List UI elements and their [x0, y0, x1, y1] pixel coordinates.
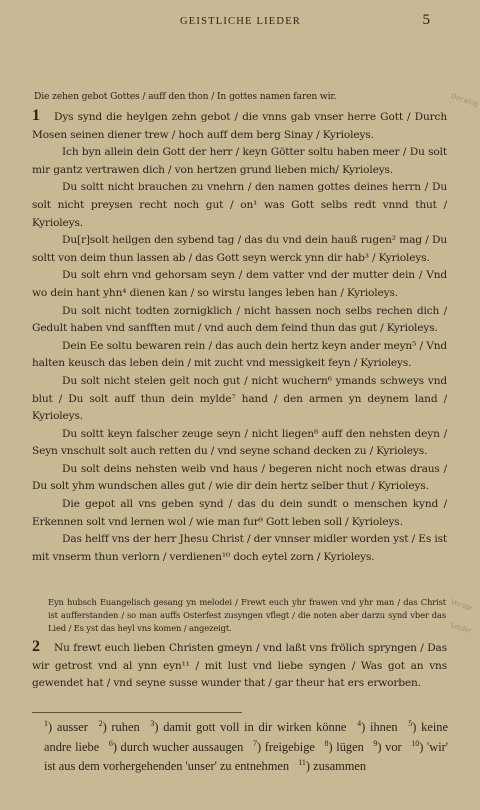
footnotes: [44, 716, 448, 775]
hymn2-text: [32, 638, 447, 693]
stanza: Du solt deins nehsten weib vnd haus / begeren nicht noch etwas draus / Du solt yhm wundschen alles gut / wie dir dein hertz selber thut / Kyrioleys.: [32, 462, 447, 493]
hymn-number: 1: [32, 107, 40, 124]
footnote: $^4$) ihnen: [357, 719, 398, 735]
footnote: $^{11}$) zusammen: [298, 758, 367, 774]
footnote: $^9$) vor: [373, 738, 402, 754]
hymn2-heading: Eyn hubsch Euangelisch gesang yn melodei / Frewt euch yhr frawen vnd yhr man / das Christ ist aufferstanden / so man auffs Osterfest zusyngen vflegt / die noten aber darzu synd vber das Lied / Es yst das heyl vns komen / angezeigt.: [48, 597, 446, 634]
stanza-text: Nu frewt euch lieben Christen gmeyn / vnd laßt vns frölich spryngen / Das wir getrost vnd al ynn eyn¹¹ / mit lust vnd liebe syngen / Was got an vns gewendet hat / vnd seyne susse wunder that / gar theur hat ers erworben.: [32, 642, 447, 690]
running-title: GEISTLICHE LIEDER: [180, 16, 302, 27]
page-header: [52, 12, 430, 29]
footnote-divider: [32, 712, 242, 713]
stanza: Du solt ehrn vnd gehorsam seyn / dem vatter vnd der mutter dein / Vnd wo dein hant yhn⁴ dienen kan / so wirstu langes leben han / Kyrioleys.: [32, 269, 447, 299]
stanza-text: Dys synd die heylgen zehn gebot / die vnns gab vnser herre Gott / Durch Mosen seinen diener trew / hoch auff dem berg Sinay / Kyrioleys.: [32, 111, 447, 141]
stanza: Ich byn allein dein Gott der herr / keyn Götter soltu haben meer / Du solt mir gantz vertrawen dich / von hertzen grund lieben mich/ Kyrioleys.: [32, 146, 447, 176]
footnote: $^5$) keine andre liebe: [44, 719, 448, 754]
stanza: Du solt nicht todten zornigklich / nicht hassen noch selbs rechen dich / Gedult haben vnd sanfften mut / vnd auch dem feind thun das gut / Kyrioleys.: [32, 304, 447, 335]
stanza: Die gepot all vns geben synd / das du dein sundt o menschen kynd / Erkennen solt vnd lernen wol / wie man fur⁹ Gott leben soll / Kyrioleys.: [32, 498, 447, 528]
stanza: [32, 638, 447, 693]
stanza: Dein Ee soltu bewaren rein / das auch dein hertz keyn ander meyn⁵ / Vnd halten keusch das leben dein / mit zucht vnd messigkeit feyn / Kyrioleys.: [32, 339, 447, 370]
footnote: $^3$) damit gott voll in dir wirken könne: [150, 719, 347, 735]
hymn-number: 2: [32, 638, 40, 655]
footnote: $^{10}$) 'wir' ist aus dem vorhergehenden 'unser' zu entnehmen: [44, 738, 448, 774]
footnote: $^2$) ruhen: [98, 719, 140, 735]
footnote: $^1$) ausser: [44, 719, 88, 735]
stanza: [32, 107, 447, 144]
stanza: Das helff vns der herr Jhesu Christ / der vnnser midler worden yst / Es ist mit vnserm thun verlorn / verdienen¹⁰ doch eytel zorn / Kyrioleys.: [32, 533, 447, 563]
hymn1-heading: Die zehen gebot Gottes / auff den thon / In gottes namen faren wir.: [34, 91, 337, 102]
margin-annotation: Vorspr.: [449, 597, 476, 613]
stanza: Du solt nicht stelen gelt noch gut / nicht wuchern⁶ ymands schweys vnd blut / Du solt auff thun dein mylde⁷ hand / den armen yn deynem land / Kyrioleys.: [32, 374, 447, 423]
stanza: Du soltt keyn falscher zeuge seyn / nicht liegen⁸ auff den nehsten deyn / Seyn vnschult solt auch retten du / vnd seyne schand decken zu / Kyrioleys.: [32, 427, 447, 458]
page-number: 5: [422, 12, 430, 28]
footnote: $^6$) durch wucher aussaugen: [108, 738, 244, 754]
footnote: $^8$) lügen: [324, 738, 364, 754]
hymn1-text: [32, 107, 447, 566]
margin-annotation: Lieder: [449, 620, 473, 636]
footnote: $^7$) freigebige: [252, 738, 315, 754]
stanza: Du[r]solt heilgen den sybend tag / das du vnd dein hauß rugen² mag / Du soltt von deim thun lassen ab / das Gott seyn werck ynn dir hab³ / Kyrioleys.: [32, 234, 447, 264]
stanza: Du soltt nicht brauchen zu vnehrn / den namen gottes deines herrn / Du solt nicht preysen recht noch gut / on¹ was Gott selbs redt vnnd thut / Kyrioleys.: [32, 181, 447, 229]
margin-annotation: Decalog: [449, 91, 479, 109]
